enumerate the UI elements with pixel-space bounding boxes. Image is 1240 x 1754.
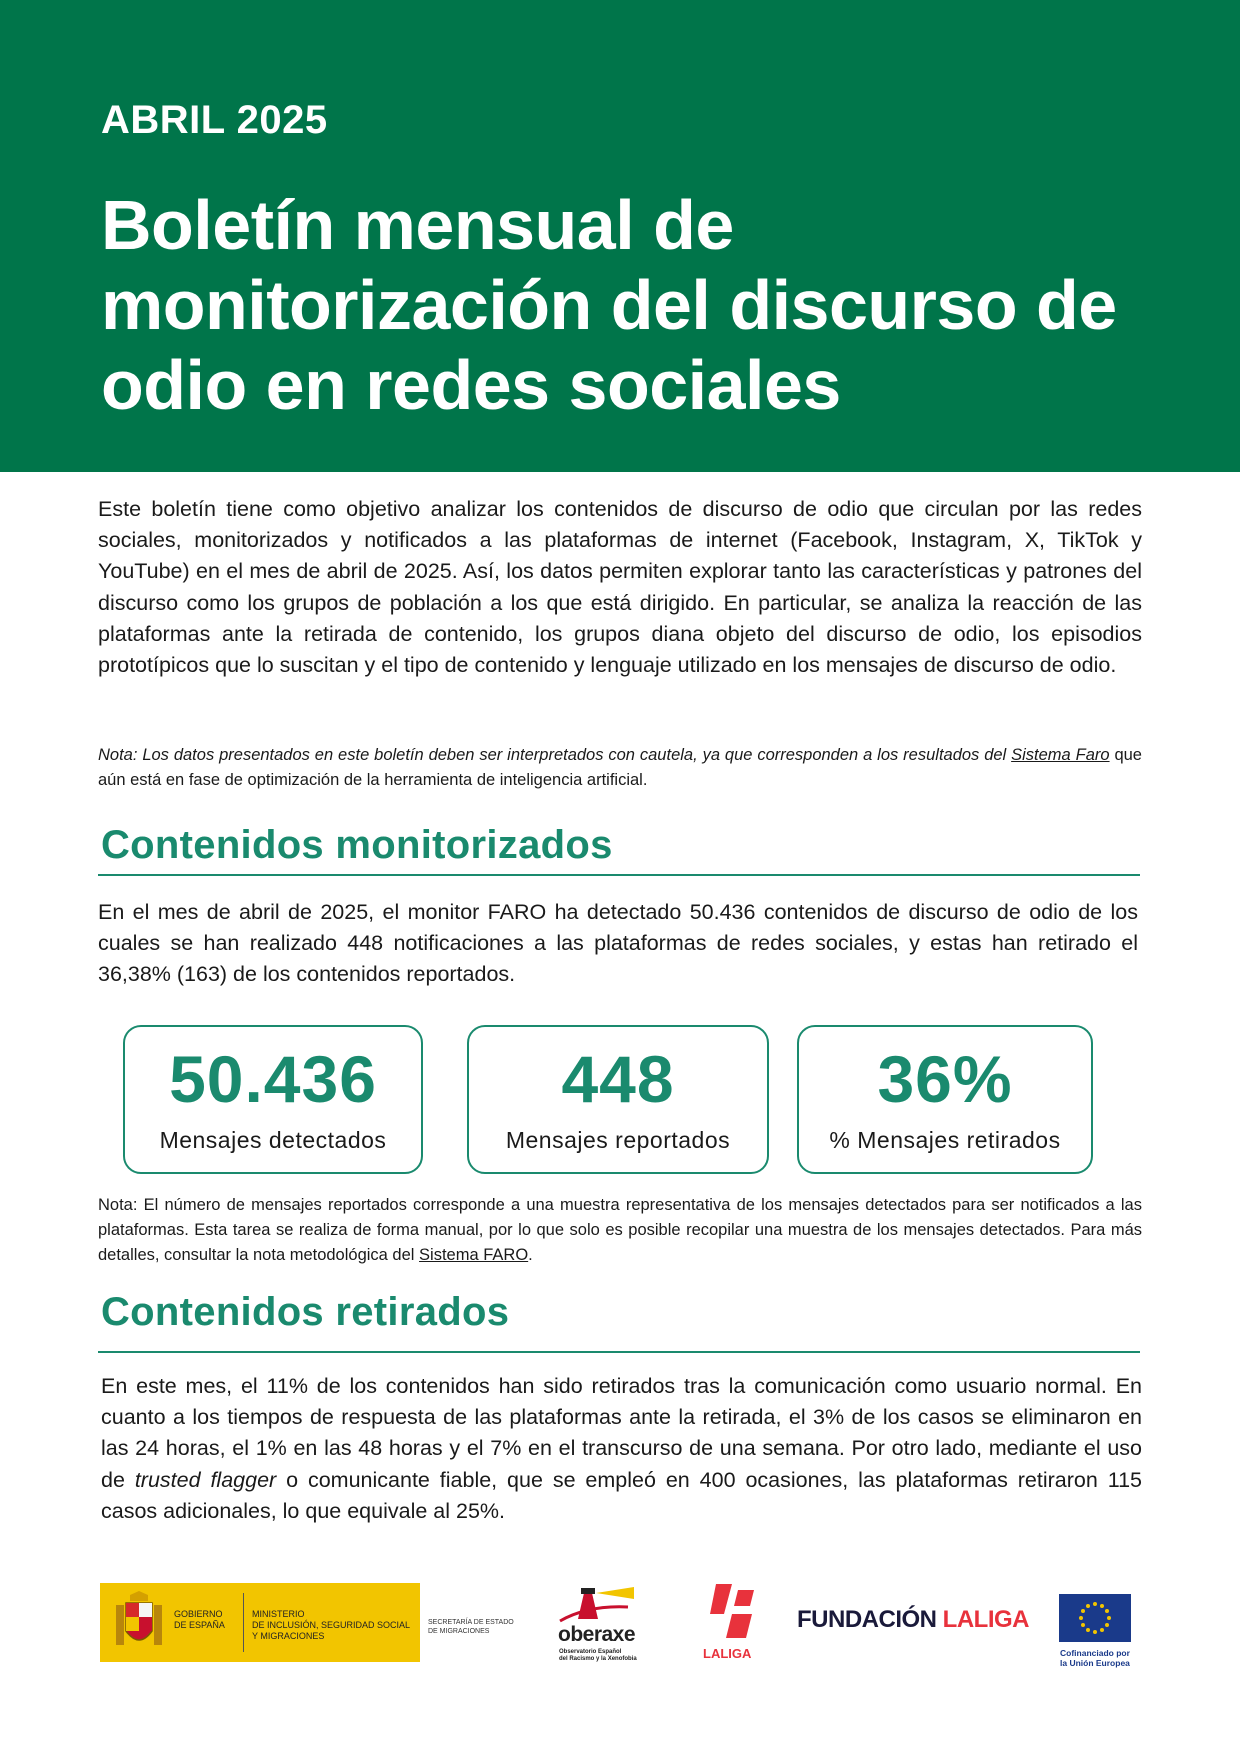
header-banner	[0, 0, 1240, 472]
kpi-label: % Mensajes retirados	[829, 1127, 1061, 1153]
secretaria-text	[428, 1618, 514, 1636]
oberaxe-sub-line: del Racismo y la Xenofobia	[559, 1656, 637, 1662]
laliga-word: LALIGA	[942, 1606, 1029, 1633]
oberaxe-subtitle	[559, 1649, 637, 1663]
kpi-label: Mensajes detectados	[159, 1127, 387, 1153]
gobierno-espana-logo	[100, 1583, 420, 1662]
kpi-value: 36%	[877, 1042, 1013, 1116]
fundacion-word: FUNDACIÓN	[797, 1606, 937, 1633]
min-line: Y MIGRACIONES	[252, 1631, 325, 1641]
methodology-note	[98, 743, 1142, 793]
sec-line: DE MIGRACIONES	[428, 1628, 490, 1635]
issue-date: ABRIL 2025	[101, 98, 328, 142]
gobierno-text	[174, 1609, 225, 1631]
min-line: MINISTERIO	[252, 1609, 305, 1619]
oberaxe-sub-line: Observatorio Español	[559, 1649, 622, 1655]
sistema-faro-link[interactable]: Sistema Faro	[1011, 746, 1110, 764]
section-divider	[98, 874, 1140, 876]
retirados-text-a: En este mes, el 11% de los contenidos han sido retirados tras la comunicación como usuario normal. En cuanto a los tiempos de respuesta de las plataformas ante la retirada, el 3% de los casos se eliminaron en las 24 horas, el 1% en las 48 horas y el 7% en el transcurso de una semana. Por otro lado, mediante el uso de	[101, 1374, 1142, 1492]
footer-logos	[0, 1580, 1240, 1670]
retirados-paragraph	[101, 1371, 1142, 1527]
kpi-value: 448	[561, 1042, 675, 1116]
min-line: DE INCLUSIÓN, SEGURIDAD SOCIAL	[252, 1620, 411, 1630]
gob-line: GOBIERNO	[174, 1609, 223, 1619]
eu-flag-icon	[1059, 1594, 1131, 1642]
laliga-mark-icon	[702, 1580, 762, 1642]
kpi-card-detected	[123, 1025, 423, 1174]
section-title-monitorizados: Contenidos monitorizados	[101, 823, 613, 867]
kpi-note-text: Nota: El número de mensajes reportados corresponde a una muestra representativa de los mensajes detectados para ser notificados a las plataformas. Esta tarea se realiza de forma manual, por lo que solo es posible recopilar una muestra de los mensajes detectados. Para más detalles, consultar la nota metodológica del	[98, 1196, 1142, 1264]
kpi-value: 50.436	[169, 1042, 377, 1116]
eu-text	[1060, 1648, 1180, 1668]
ministerio-text	[252, 1609, 410, 1642]
page-title: Boletín mensual de monitorización del discurso de odio en redes sociales	[101, 186, 1117, 424]
kpi-card-reported	[467, 1025, 769, 1174]
note-text: Nota: Los datos presentados en este boletín deben ser interpretados con cautela, ya que corresponden a los resultados del	[98, 746, 1007, 764]
retirados-text-b: o comunicante fiable, que se empleó en 400 ocasiones, las plataformas retiraron 115 casos adicionales, lo que equivale al 25%.	[101, 1467, 1142, 1523]
oberaxe-logo	[558, 1585, 662, 1665]
kpi-card-removed	[797, 1025, 1093, 1174]
logo-divider	[243, 1593, 244, 1652]
fundacion-laliga-logo	[797, 1606, 1029, 1634]
laliga-logo	[700, 1580, 764, 1670]
section-title-retirados: Contenidos retirados	[101, 1290, 510, 1334]
coat-of-arms-icon	[112, 1591, 166, 1653]
laliga-wordmark: LALIGA	[703, 1646, 752, 1661]
monitorizados-paragraph: En el mes de abril de 2025, el monitor FARO ha detectado 50.436 contenidos de discurso de odio de los cuales se han realizado 448 notificaciones a las plataformas de redes sociales, y estas han retirado el 36,38% (163) de los contenidos reportados.	[98, 900, 1138, 987]
note-text-rest: que aún está en fase de optimización de la herramienta de inteligencia artificial.	[98, 746, 1142, 789]
eu-cofunding-logo	[1059, 1594, 1131, 1668]
trusted-flagger-term: trusted flagger	[134, 1467, 277, 1492]
gob-line: DE ESPAÑA	[174, 1620, 225, 1630]
intro-paragraph: Este boletín tiene como objetivo analizar los contenidos de discurso de odio que circulan por las redes sociales, monitorizados y notificados a las plataformas de internet (Facebook, Instagram, X, TikTok y YouTube) en el mes de abril de 2025. Así, los datos permiten explorar tanto las características y patrones del discurso como los grupos de población a los que está dirigido. En particular, se analiza la reacción de las plataformas ante la retirada de contenido, los grupos diana objeto del discurso de odio, los episodios prototípicos que lo suscitan y el tipo de contenido y lenguaje utilizado en los mensajes de discurso de odio.	[98, 497, 1142, 678]
kpi-note	[98, 1193, 1142, 1268]
sistema-faro-link-2[interactable]: Sistema FARO	[419, 1246, 529, 1264]
eu-line: Cofinanciado por	[1060, 1648, 1130, 1658]
lighthouse-icon	[558, 1585, 638, 1625]
oberaxe-wordmark: oberaxe	[558, 1623, 636, 1646]
eu-line: la Unión Europea	[1060, 1658, 1130, 1668]
sec-line: SECRETARÍA DE ESTADO	[428, 1619, 514, 1626]
kpi-note-end: .	[528, 1246, 533, 1264]
section-divider	[98, 1351, 1140, 1353]
kpi-label: Mensajes reportados	[505, 1127, 731, 1153]
